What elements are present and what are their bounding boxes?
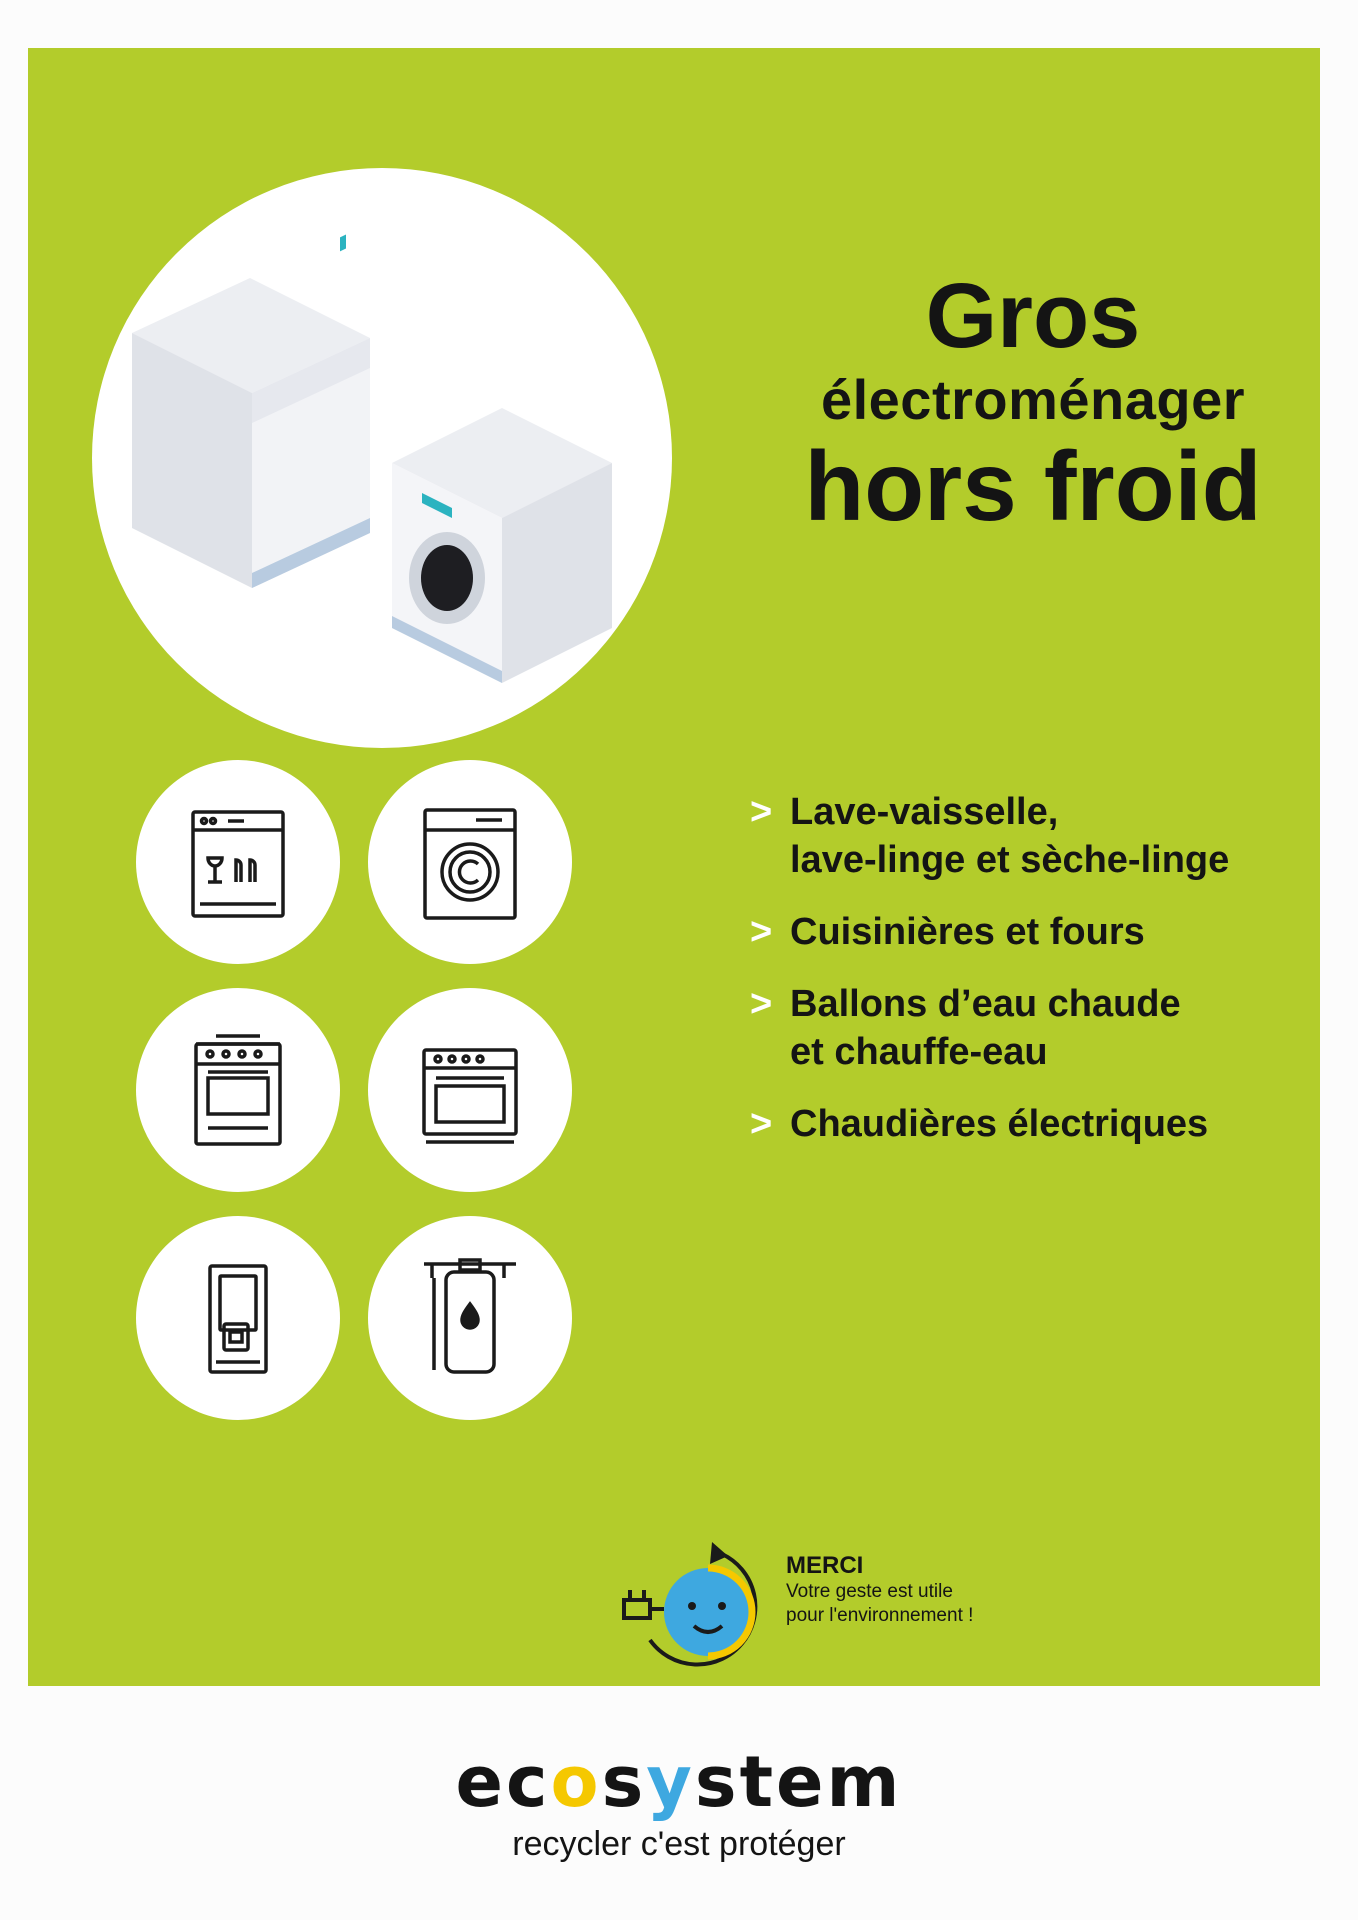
dishwasher-icon [136, 760, 340, 964]
list-item [750, 1100, 1310, 1148]
brand-part: o [550, 1741, 602, 1823]
brand-part: s [601, 1741, 647, 1823]
washing-machine-icon [368, 760, 572, 964]
merci-line-2: pour l'environnement ! [786, 1605, 974, 1626]
brand-part: ec [455, 1741, 551, 1823]
chevron-right-icon: > [750, 911, 773, 953]
appliance-list [750, 788, 1310, 1172]
brand-part: y [646, 1741, 695, 1823]
merci-title: MERCI [786, 1552, 864, 1579]
brand-logo [0, 1742, 1358, 1822]
list-item-line: Chaudières électriques [790, 1103, 1209, 1145]
chevron-right-icon: > [750, 1103, 773, 1145]
list-item-line: lave-linge et sèche-linge [790, 839, 1230, 881]
title-line-2: électroménager [820, 368, 1246, 431]
footer [0, 1742, 1358, 1866]
list-item-line: Cuisinières et fours [790, 911, 1145, 953]
appliances-illustration [92, 168, 672, 748]
merci-message [786, 1552, 973, 1628]
title-block [728, 265, 1338, 541]
oven-icon [368, 988, 572, 1192]
merci-line-1: Votre geste est utile [786, 1581, 953, 1602]
title-line-1: Gros [925, 265, 1141, 367]
recycle-smiley-logo [614, 1532, 774, 1687]
list-item-line: Lave-vaisselle, [790, 791, 1059, 833]
brand-part: stem [694, 1741, 903, 1823]
boiler-icon [368, 1216, 572, 1420]
water-heater-icon [136, 1216, 340, 1420]
chevron-right-icon: > [750, 983, 773, 1025]
list-item [750, 788, 1310, 884]
tagline: recycler c'est protéger [512, 1825, 846, 1863]
cooker-icon [136, 988, 340, 1192]
list-item-line: et chauffe-eau [790, 1031, 1048, 1073]
list-item [750, 908, 1310, 956]
chevron-right-icon: > [750, 791, 773, 833]
list-item [750, 980, 1310, 1076]
title-line-3: hors froid [804, 431, 1262, 541]
poster-background [28, 48, 1320, 1686]
list-item-line: Ballons d’eau chaude [790, 983, 1181, 1025]
